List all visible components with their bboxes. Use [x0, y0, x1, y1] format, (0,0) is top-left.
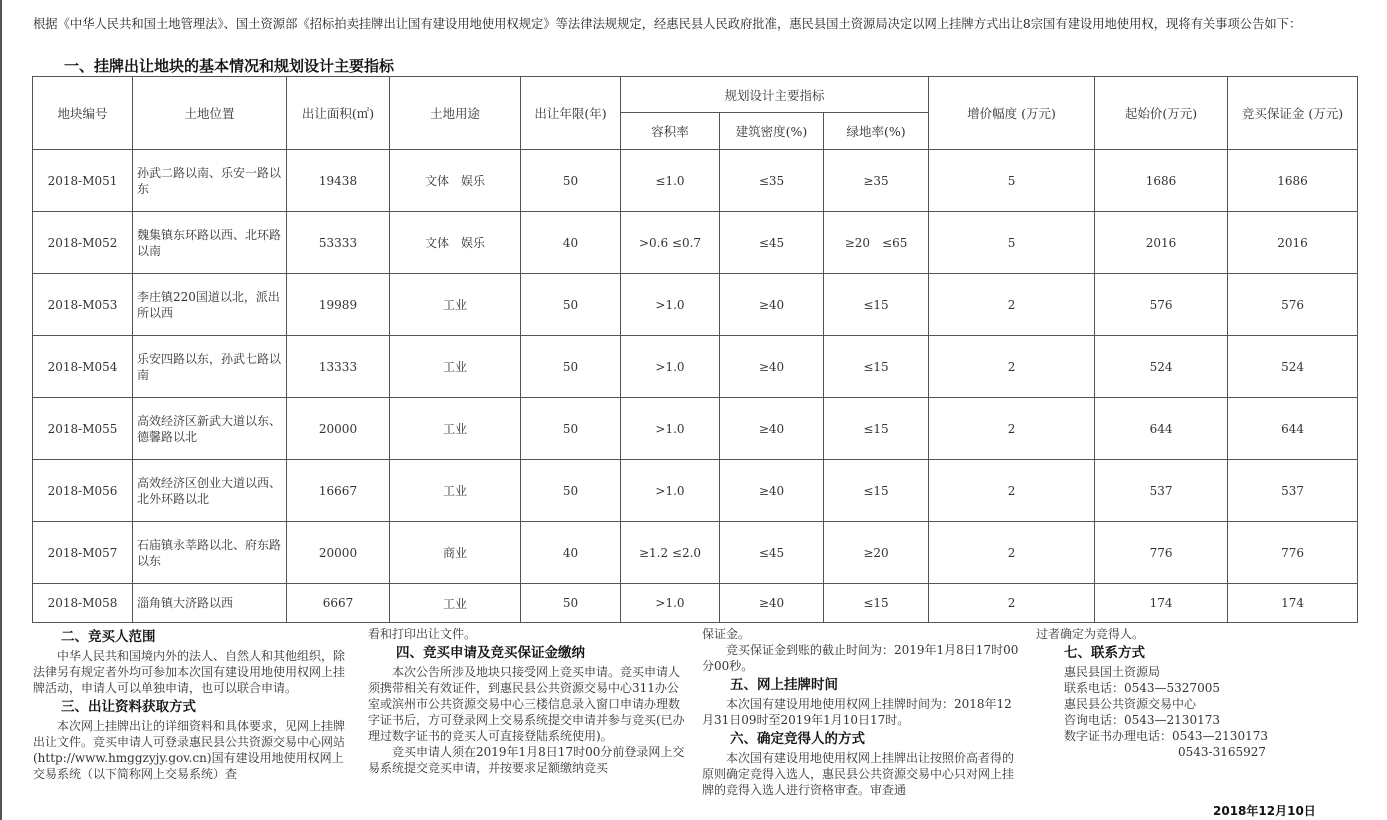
- cell-density: ≥40: [720, 274, 824, 336]
- land-table: [32, 76, 1358, 623]
- contact-phone-1: 联系电话：0543—5327005: [1064, 681, 1220, 695]
- cell-use: 商业: [390, 522, 521, 584]
- cell-density: ≤35: [720, 150, 824, 212]
- cell-term: 50: [521, 398, 621, 460]
- section2-text: 中华人民共和国境内外的法人、自然人和其他组织，除法律另有规定者外均可参加本次国有建设用地使用权网上挂牌活动，申请人可以单独申请，也可以联合申请。: [33, 649, 346, 695]
- section6-continued: 过者确定为竞得人。: [1036, 627, 1145, 641]
- cell-deposit: 576: [1228, 274, 1358, 336]
- header-plot-no: 地块编号: [33, 77, 133, 150]
- cell-density: ≥40: [720, 398, 824, 460]
- table-row: [33, 150, 1358, 212]
- cell-use: 文体 娱乐: [390, 150, 521, 212]
- cell-area: 13333: [287, 336, 390, 398]
- cell-deposit: 644: [1228, 398, 1358, 460]
- cell-location: 李庄镇220国道以北，派出所以西: [133, 274, 287, 336]
- cell-far: >1.0: [621, 274, 720, 336]
- section6-title: 六、确定竞得人的方式: [730, 731, 865, 747]
- cell-location: 魏集镇东环路以西、北环路以南: [133, 212, 287, 274]
- cell-area: 19989: [287, 274, 390, 336]
- table-row: [33, 398, 1358, 460]
- section4-title: 四、竞买申请及竞买保证金缴纳: [396, 645, 585, 661]
- section1-title: 一、挂牌出让地块的基本情况和规划设计主要指标: [64, 57, 395, 75]
- contact-phone-2: 咨询电话：0543—2130173: [1064, 713, 1220, 727]
- cell-far: >1.0: [621, 460, 720, 522]
- section3-text: 本次网上挂牌出让的详细资料和具体要求，见网上挂牌出让文件。竞买申请人可登录惠民县公共资源交易中心网站(http://www.hmggzyjy.gov.cn)国有建设用地使用权网上交易系统（以下简称网上交易系统）查: [33, 719, 346, 781]
- cell-use: 工业: [390, 274, 521, 336]
- table-row: [33, 584, 1358, 623]
- column-1: [33, 626, 353, 782]
- section4-text-a: 本次公告所涉及地块只接受网上竞买申请。竞买申请人须携带相关有效证件，到惠民县公共资源交易中心311办公室或滨州市公共资源交易中心三楼信息录入窗口申请办理数字证书后，方可登录网上交易系统提交申请并参与竞买(已办理过数字证书的竞买人可直接登陆系统使用)。: [368, 665, 685, 743]
- cell-location: 高效经济区新武大道以东、德馨路以北: [133, 398, 287, 460]
- section2-title: 二、竞买人范围: [61, 629, 156, 645]
- table-row: [33, 522, 1358, 584]
- cell-green: ≤15: [824, 584, 929, 623]
- header-far: 容积率: [621, 113, 720, 150]
- cell-location: 高效经济区创业大道以西、北外环路以北: [133, 460, 287, 522]
- cell-area: 19438: [287, 150, 390, 212]
- cell-increment: 2: [929, 336, 1095, 398]
- cell-increment: 2: [929, 460, 1095, 522]
- cell-green: ≥20 ≤65: [824, 212, 929, 274]
- cell-term: 50: [521, 150, 621, 212]
- header-use: 土地用途: [390, 77, 521, 150]
- cell-term: 50: [521, 336, 621, 398]
- cell-location: 乐安四路以东，孙武七路以南: [133, 336, 287, 398]
- cell-term: 50: [521, 460, 621, 522]
- left-border: [0, 0, 2, 820]
- cell-area: 53333: [287, 212, 390, 274]
- cell-green: ≤15: [824, 460, 929, 522]
- header-start-price: 起始价(万元): [1095, 77, 1228, 150]
- cell-increment: 2: [929, 274, 1095, 336]
- header-location: 土地位置: [133, 77, 287, 150]
- cell-increment: 2: [929, 398, 1095, 460]
- column-2: [368, 626, 688, 776]
- contact-org-2: 惠民县公共资源交易中心: [1064, 697, 1197, 711]
- header-density: 建筑密度(%): [720, 113, 824, 150]
- section3-continued: 看和打印出让文件。: [368, 627, 477, 641]
- cell-far: ≤1.0: [621, 150, 720, 212]
- cell-deposit: 174: [1228, 584, 1358, 623]
- cell-increment: 2: [929, 522, 1095, 584]
- cell-far: ≥1.2 ≤2.0: [621, 522, 720, 584]
- cell-density: ≥40: [720, 460, 824, 522]
- column-4: [1036, 626, 1356, 760]
- cell-term: 40: [521, 522, 621, 584]
- cell-use: 工业: [390, 336, 521, 398]
- cell-far: >1.0: [621, 584, 720, 623]
- cell-location: 淄角镇大济路以西: [133, 584, 287, 623]
- cell-density: ≥40: [720, 584, 824, 623]
- cell-start-price: 1686: [1095, 150, 1228, 212]
- land-table-body: [33, 150, 1358, 623]
- cell-start-price: 776: [1095, 522, 1228, 584]
- cell-far: >1.0: [621, 398, 720, 460]
- cell-area: 6667: [287, 584, 390, 623]
- notice-date: 2018年12月10日: [1213, 804, 1316, 818]
- cell-start-price: 174: [1095, 584, 1228, 623]
- cell-plot-no: 2018-M058: [33, 584, 133, 623]
- cell-deposit: 1686: [1228, 150, 1358, 212]
- contact-org-1: 惠民县国土资源局: [1064, 665, 1161, 679]
- cell-plot-no: 2018-M055: [33, 398, 133, 460]
- cell-increment: 2: [929, 584, 1095, 623]
- cell-density: ≤45: [720, 212, 824, 274]
- cell-use: 文体 娱乐: [390, 212, 521, 274]
- section7-title: 七、联系方式: [1064, 645, 1145, 661]
- section3-title: 三、出让资料获取方式: [61, 699, 196, 715]
- cell-deposit: 2016: [1228, 212, 1358, 274]
- deposit-deadline: 竞买保证金到账的截止时间为：2019年1月8日17时00分00秒。: [702, 643, 1019, 673]
- cell-term: 50: [521, 584, 621, 623]
- column-3: [702, 626, 1022, 798]
- cell-use: 工业: [390, 460, 521, 522]
- section5-text: 本次国有建设用地使用权网上挂牌时间为：2018年12月31日09时至2019年1月10日17时。: [702, 697, 1012, 727]
- cell-start-price: 2016: [1095, 212, 1228, 274]
- contact-phone-3: 数字证书办理电话：0543—2130173: [1064, 729, 1268, 743]
- table-row: [33, 336, 1358, 398]
- cell-plot-no: 2018-M054: [33, 336, 133, 398]
- cell-far: >1.0: [621, 336, 720, 398]
- section6-text: 本次国有建设用地使用权网上挂牌出让按照价高者得的原则确定竞得入选人，惠民县公共资源交易中心只对网上挂牌的竞得入选人进行资格审查。审查通: [702, 751, 1015, 797]
- contact-phone-4: 0543-3165927: [1178, 745, 1267, 759]
- cell-start-price: 537: [1095, 460, 1228, 522]
- header-increment: 增价幅度 (万元): [929, 77, 1095, 150]
- cell-term: 40: [521, 212, 621, 274]
- cell-area: 20000: [287, 398, 390, 460]
- header-deposit: 竞买保证金 (万元): [1228, 77, 1358, 150]
- cell-density: ≤45: [720, 522, 824, 584]
- table-row: [33, 274, 1358, 336]
- cell-use: 工业: [390, 398, 521, 460]
- cell-location: 孙武二路以南、乐安一路以东: [133, 150, 287, 212]
- cell-plot-no: 2018-M056: [33, 460, 133, 522]
- cell-area: 20000: [287, 522, 390, 584]
- cell-green: ≤15: [824, 274, 929, 336]
- cell-deposit: 524: [1228, 336, 1358, 398]
- section4-continued: 保证金。: [702, 627, 751, 641]
- cell-plot-no: 2018-M053: [33, 274, 133, 336]
- cell-area: 16667: [287, 460, 390, 522]
- cell-use: 工业: [390, 584, 521, 623]
- section4-text-b: 竞买申请人须在2019年1月8日17时00分前登录网上交易系统提交竞买申请，并按要求足额缴纳竞买: [368, 745, 685, 775]
- header-term: 出让年限(年): [521, 77, 621, 150]
- intro-paragraph: 根据《中华人民共和国土地管理法》、国土资源部《招标拍卖挂牌出让国有建设用地使用权规定》等法律法规规定，经惠民县人民政府批准，惠民县国土资源局决定以网上挂牌方式出让8宗国有建设用地使用权，现将有关事项公告如下：: [33, 17, 1302, 31]
- cell-increment: 5: [929, 212, 1095, 274]
- cell-green: ≥20: [824, 522, 929, 584]
- cell-term: 50: [521, 274, 621, 336]
- cell-density: ≥40: [720, 336, 824, 398]
- cell-increment: 5: [929, 150, 1095, 212]
- cell-green: ≤15: [824, 398, 929, 460]
- table-row: [33, 460, 1358, 522]
- header-green: 绿地率(%): [824, 113, 929, 150]
- cell-plot-no: 2018-M052: [33, 212, 133, 274]
- cell-start-price: 524: [1095, 336, 1228, 398]
- section5-title: 五、网上挂牌时间: [730, 677, 838, 693]
- cell-deposit: 537: [1228, 460, 1358, 522]
- cell-deposit: 776: [1228, 522, 1358, 584]
- cell-location: 石庙镇永莘路以北、府东路以东: [133, 522, 287, 584]
- table-row: [33, 212, 1358, 274]
- cell-green: ≥35: [824, 150, 929, 212]
- cell-plot-no: 2018-M051: [33, 150, 133, 212]
- cell-plot-no: 2018-M057: [33, 522, 133, 584]
- cell-start-price: 644: [1095, 398, 1228, 460]
- header-planning: 规划设计主要指标: [621, 77, 929, 113]
- cell-green: ≤15: [824, 336, 929, 398]
- header-area: 出让面积(㎡): [287, 77, 390, 150]
- cell-far: >0.6 ≤0.7: [621, 212, 720, 274]
- cell-start-price: 576: [1095, 274, 1228, 336]
